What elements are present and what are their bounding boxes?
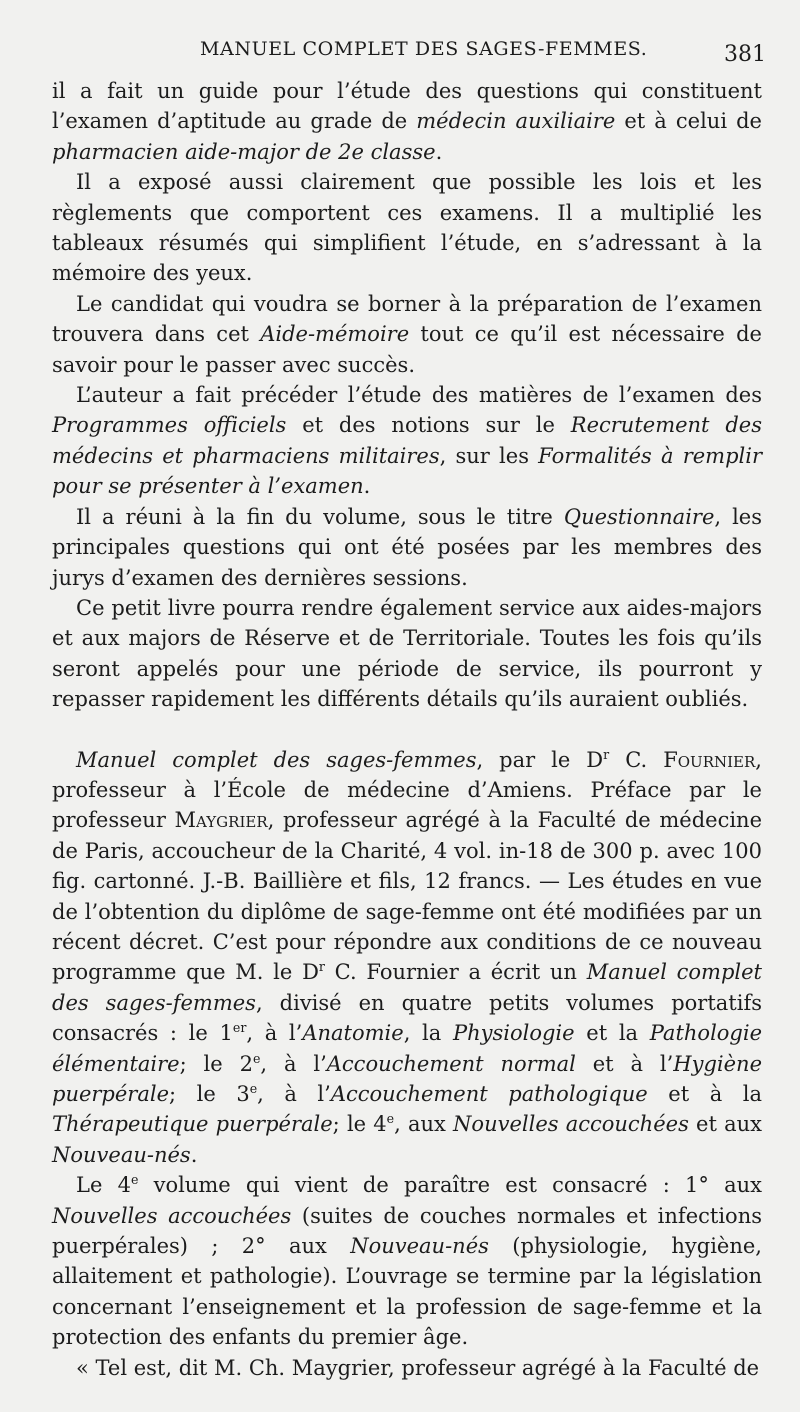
paragraph: il a fait un guide pour l’étude des questions qui constituent l’examen d’aptitude au grade de médecin auxiliaire et à celui de pharmacien aide-major de 2e classe.: [52, 79, 762, 164]
paragraph: L’auteur a fait précéder l’étude des matières de l’examen des Programmes officiels et des notions sur le Recrutement des médecins et pharmaciens militaires, sur les Formalités à remplir pour se présenter à l’examen.: [52, 383, 763, 499]
paragraph: Ce petit livre pourra rendre également service aux aides-majors et aux majors de Réserve et de Territoriale. Toutes les fois qu’ils seront appelés pour une période de service, ils pourront y repasser rapidement les différents détails qu’ils auraient oubliés.: [52, 595, 762, 712]
body-text: [52, 76, 762, 1383]
running-title: MANUEL COMPLET DES SAGES-FEMMES.: [200, 38, 648, 60]
paragraph: « Tel est, dit M. Ch. Maygrier, professeur agrégé à la Faculté de: [76, 1355, 760, 1380]
paragraph: Le candidat qui voudra se borner à la préparation de l’examen trouvera dans cet Aide-mémoire tout ce qu’il est nécessaire de savoir pour le passer avec succès.: [52, 291, 762, 377]
paragraph: Il a exposé aussi clairement que possible les lois et les règlements que comportent ces examens. Il a multiplié les tableaux résumés qui simplifient l’étude, en s’adressant à la mémoire des yeux.: [52, 170, 762, 286]
page-number: 381: [724, 42, 766, 67]
paragraph: Le 4e volume qui vient de paraître est consacré : 1° aux Nouvelles accouchées (suites de couches normales et infections puerpérales) ; 2° aux Nouveau-nés (physiologie, hygiène, allaitement et pathologie). L’ouvrage se termine par la législation concernant l’enseignement et la profession de sage-femme et la protection des enfants du premier âge.: [52, 1172, 762, 1350]
book-review-paragraph: Manuel complet des sages-femmes, par le $D^r$ C. Fournier, professeur à l’École de médecine d’Amiens. Préface par le professeur Maygrier, professeur agrégé à la Faculté de médecine de Paris, accoucheur de la Charité, 4 vol. in-18 de 300 p. avec 100 fig. cartonné. J.-B. Baillière et fils, 12 francs. — Les études en vue de l’obtention du diplôme de sage-femme ont été modifiées par un récent décret. C’est pour répondre aux conditions de ce nouveau programme que M. le $D^r$ C. Fournier a écrit un Manuel complet des sages-femmes, divisé en quatre petits volumes portatifs consacrés : le 1er, à l’Anatomie, la Physiologie et la Pathologie élémentaire; le 2e, à l’Accouchement normal et à l’Hygiène puerpérale; le 3e, à l’Accouchement pathologique et à la Thérapeutique puerpérale; le 4e, aux Nouvelles accouchées et aux Nouveau-nés.: [52, 746, 763, 1167]
paragraph: Il a réuni à la fin du volume, sous le titre Questionnaire, les principales questions qui ont été posées par les membres des jurys d’examen des dernières sessions.: [52, 504, 763, 590]
page-header: [52, 34, 772, 70]
